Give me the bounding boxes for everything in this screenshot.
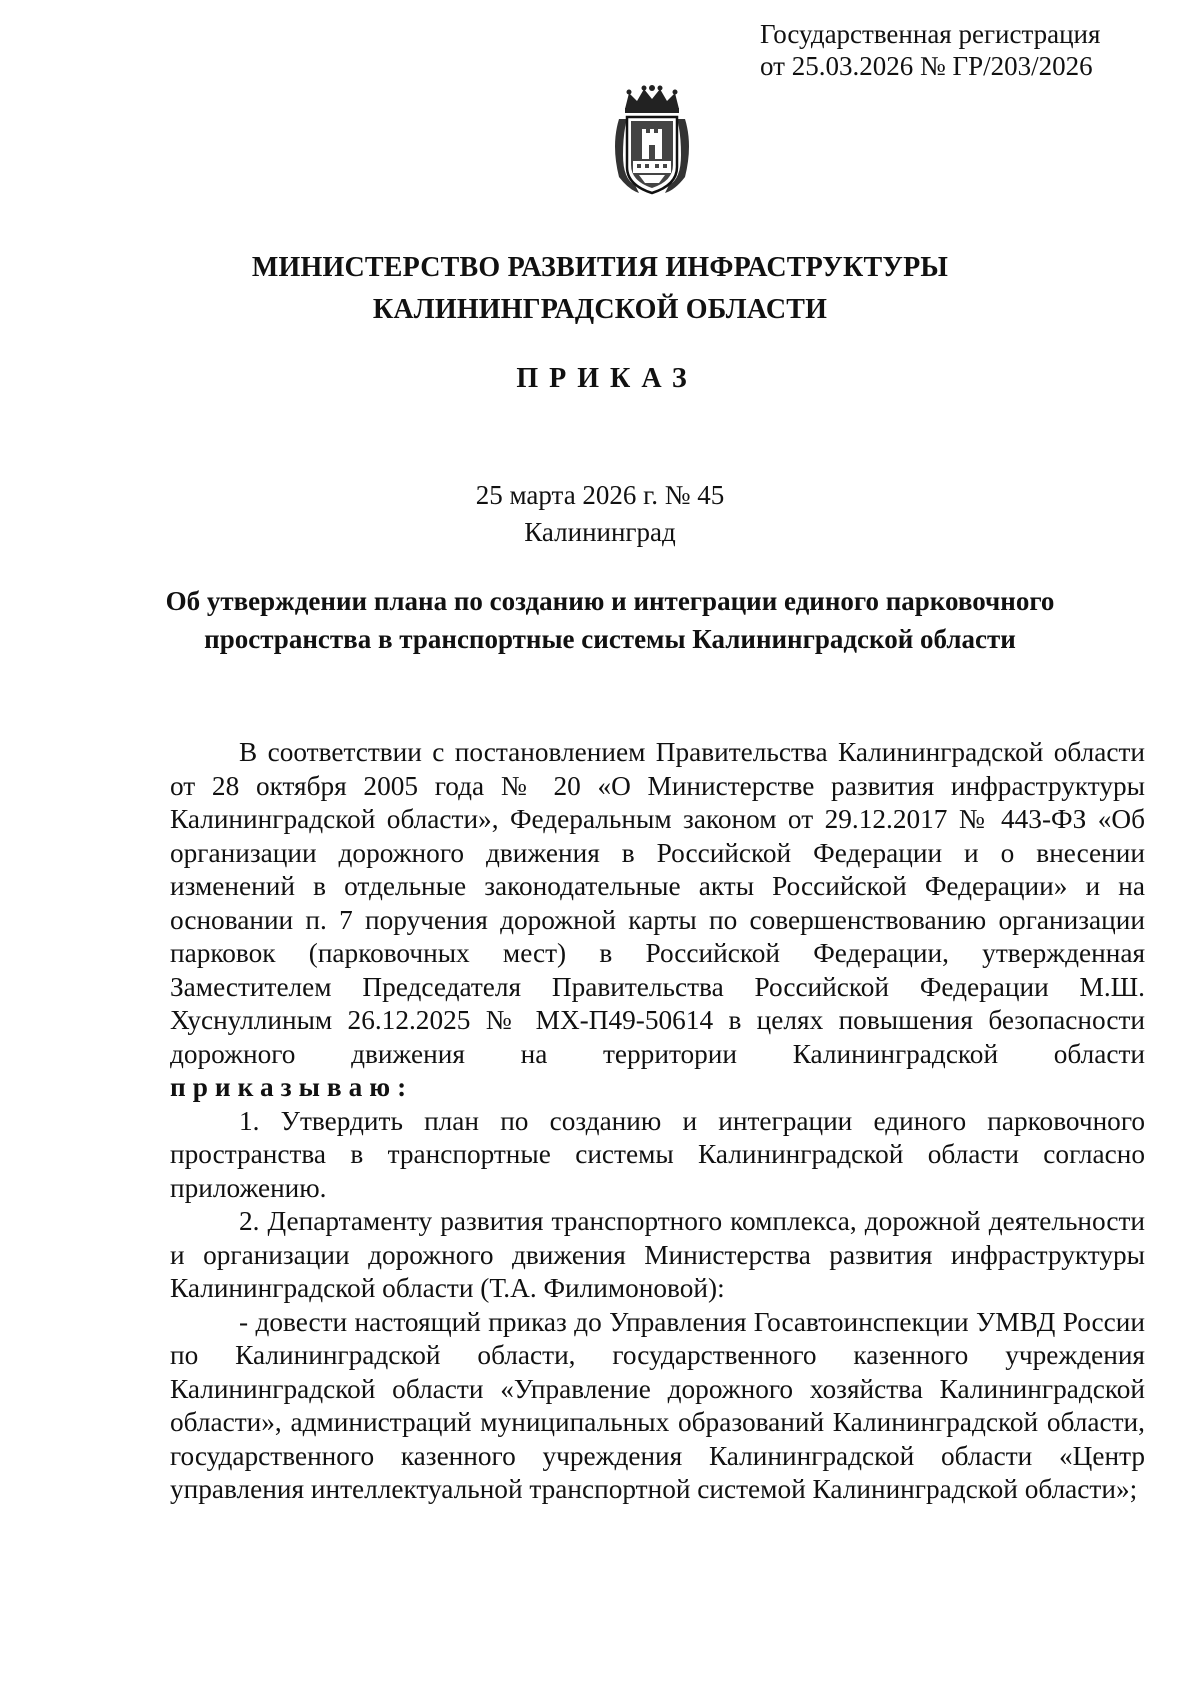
registration-line-1: Государственная регистрация xyxy=(760,19,1101,49)
item-1-paragraph: 1. Утвердить план по созданию и интеграции единого парковочного пространства в транспортные системы Калининградской области согласно приложению. xyxy=(170,1105,1145,1203)
item-2-paragraph: 2. Департаменту развития транспортного комплекса, дорожной деятельности и организации дорожного движения Министерства развития инфраструктуры Калининградской области (Т.А. Филимоновой): xyxy=(170,1206,1145,1303)
ministry-name-line-2: КАЛИНИНГРАДСКОЙ ОБЛАСТИ xyxy=(372,294,828,325)
preamble-paragraph xyxy=(170,736,1145,1105)
order-subject-line-2: пространства в транспортные системы Калининградской области xyxy=(204,624,1016,654)
order-body xyxy=(170,736,1145,1507)
order-subject xyxy=(160,582,1060,658)
ministry-name xyxy=(0,247,1200,331)
order-directive-word: приказываю: xyxy=(170,1072,414,1102)
order-subject-line-1: Об утверждении плана по созданию и интеграции единого парковочного xyxy=(165,586,1055,616)
order-date-number: 25 марта 2026 г. № 45 xyxy=(475,480,725,510)
registration-line-2: от 25.03.2026 № ГР/203/2026 xyxy=(760,51,1093,81)
order-city: Калининград xyxy=(524,517,676,547)
ministry-name-line-1: МИНИСТЕРСТВО РАЗВИТИЯ ИНФРАСТРУКТУРЫ xyxy=(251,252,949,283)
document-type-title: ПРИКАЗ xyxy=(516,363,698,394)
item-2-subitem-1-paragraph: - довести настоящий приказ до Управления Госавтоинспекции УМВД России по Калининградской области, государственного казенного учреждения Калининградской области «Управление дорожного хозяйства Калининградской области», администраций муниципальных образований Калининградской области, государственного казенного учреждения Калининградской области «Центр управления интеллектуальной транспортной системой Калининградской области»; xyxy=(170,1306,1145,1504)
preamble-text: В соответствии с постановлением Правительства Калининградской области от 28 октября 2005 года № 20 «О Министерстве развития инфраструктуры Калининградской области», Федеральным законом от 29.12.2017 № 443-ФЗ «Об организации дорожного движения в Российской Федерации и о внесении изменений в отдельные законодательные акты Российской Федерации» и на основании п. 7 поручения дорожной карты по совершенствованию организации парковок (парковочных мест) в Российской Федерации, утвержденная Заместителем Председателя Правительства Российской Федерации М.Ш. Хуснуллиным 26.12.2025 № МХ-П49-50614 в целях повышения безопасности дорожного движения на территории Калининградской области xyxy=(170,737,1145,1069)
kaliningrad-coat-of-arms-icon xyxy=(609,85,695,200)
state-registration-stamp xyxy=(760,18,1100,82)
